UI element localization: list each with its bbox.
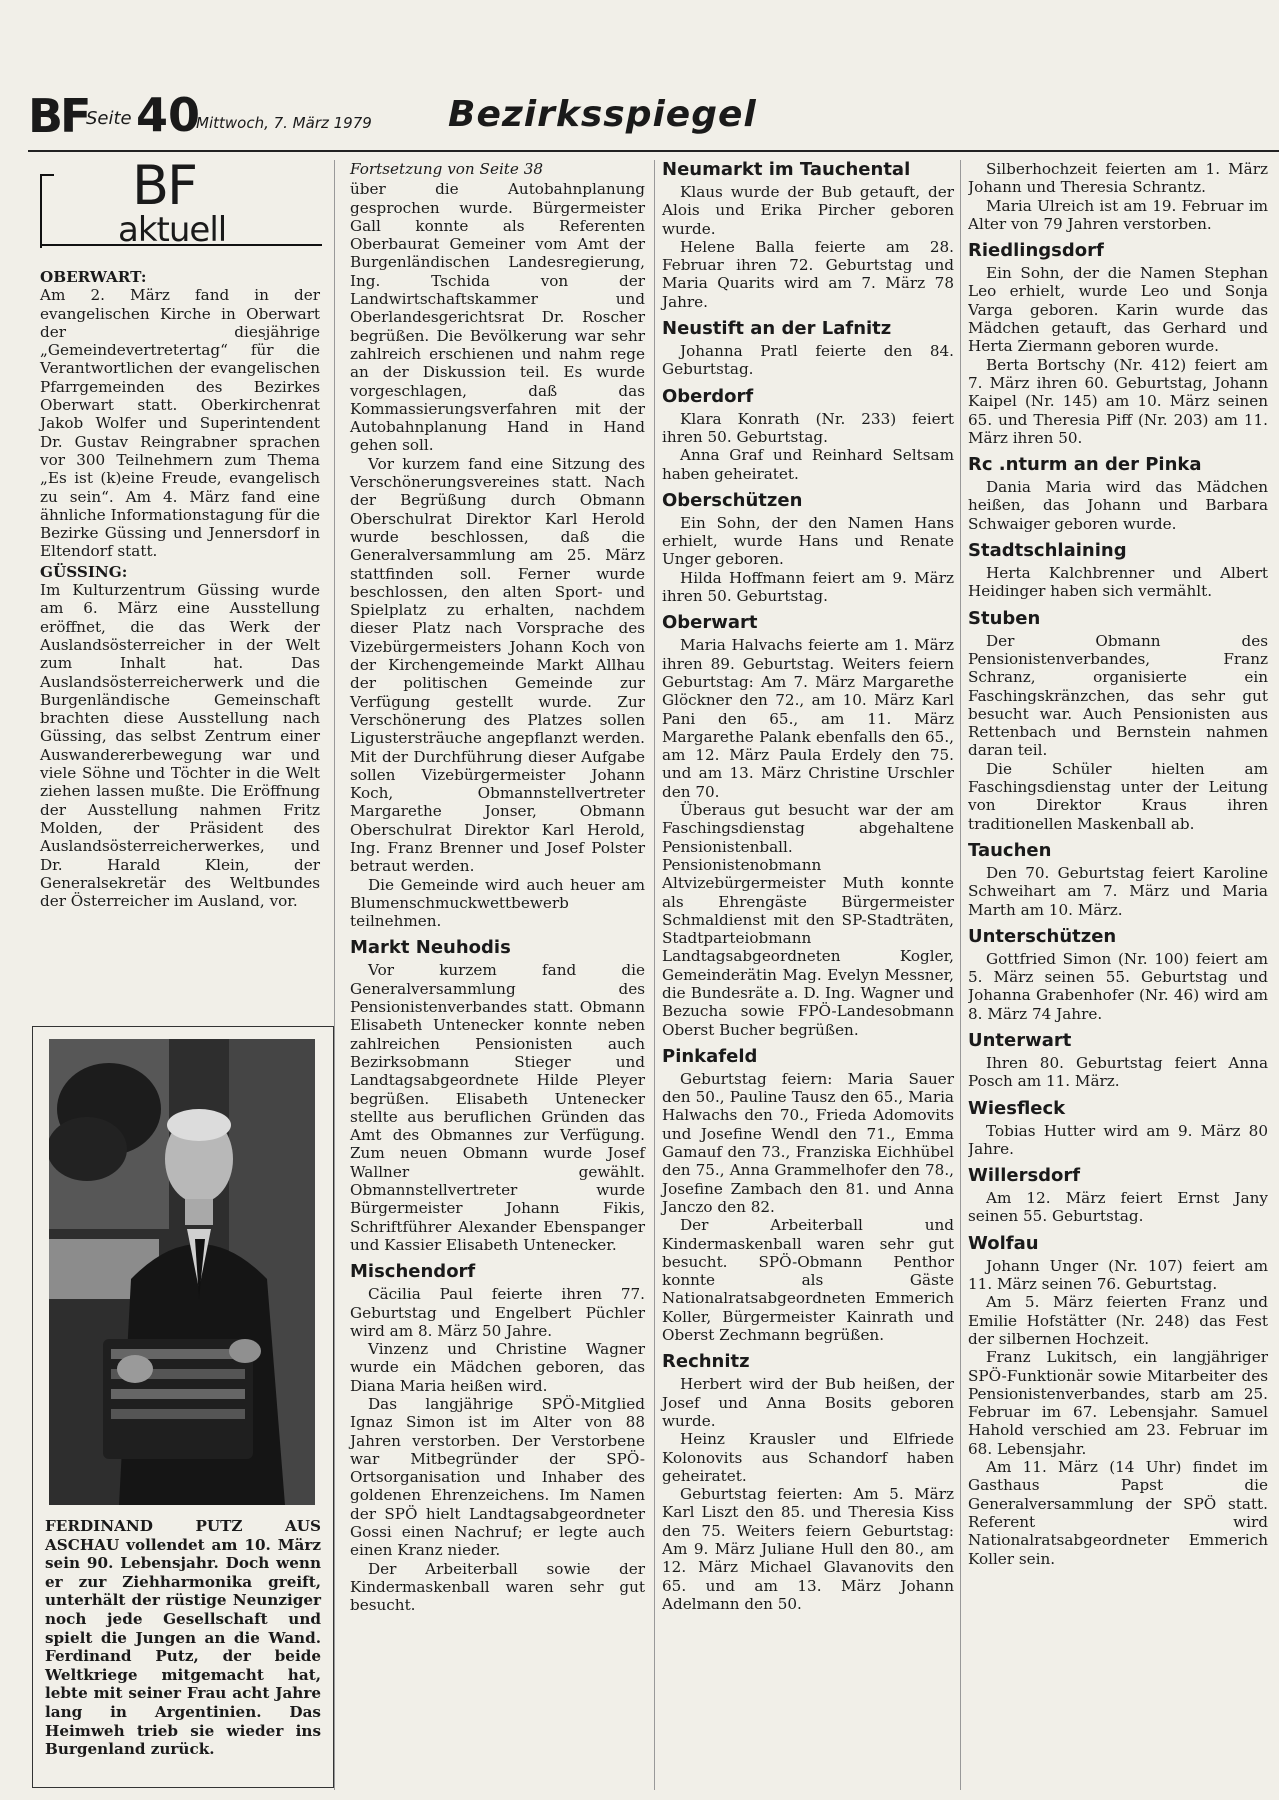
paragraph: Herta Kalchbrenner und Albert Heidinger haben sich vermählt. — [968, 564, 1268, 601]
page-number: 40 — [136, 88, 201, 142]
section-title: Bezirksspiegel — [448, 94, 757, 135]
portrait-photo — [49, 1039, 315, 1505]
paragraph: Hilda Hoffmann feiert am 9. März ihren 50. Geburtstag. — [662, 568, 954, 606]
column-divider — [334, 160, 335, 1790]
heading-oberwart: Oberwart — [662, 612, 758, 634]
heading-rechnitz: Rechnitz — [662, 1351, 750, 1373]
paragraph: Dania Maria wird das Mädchen heißen, das Johann und Barbara Schwaiger geboren wurde. — [968, 478, 1268, 533]
heading-riedlingsdorf: Riedlingsdorf — [968, 240, 1104, 262]
heading-unterschuetzen: Unterschützen — [968, 925, 1117, 947]
paragraph: Tobias Hutter wird am 9. März 80 Jahre. — [968, 1121, 1268, 1158]
paragraph: Ein Sohn, der den Namen Hans erhielt, wurde Hans und Renate Unger geboren. — [662, 513, 954, 569]
column-divider — [960, 160, 961, 1790]
paragraph: Den 70. Geburtstag feiert Karoline Schweihart am 7. März und Maria Marth am 10. März. — [968, 863, 1268, 919]
photo-frame — [32, 1026, 334, 1788]
portrait-illustration — [49, 1039, 315, 1505]
heading-mischendorf: Mischendorf — [350, 1261, 476, 1283]
heading-oberdorf: Oberdorf — [662, 385, 754, 407]
masthead — [28, 88, 1278, 152]
bf-aktuell-box — [40, 154, 322, 262]
heading-markt-neuhodis: Markt Neuhodis — [350, 937, 511, 959]
paragraph: Johann Unger (Nr. 107) feiert am 11. März seinen 76. Geburtstag. — [968, 1256, 1268, 1294]
heading-stuben: Stuben — [968, 607, 1041, 629]
heading-unterwart: Unterwart — [968, 1029, 1072, 1051]
paragraph: Gottfried Simon (Nr. 100) feiert am 5. März seinen 55. Geburtstag und Johanna Grabenhofer (Nr. 46) wird am 8. März 74 Jahre. — [968, 949, 1268, 1023]
column-4 — [968, 160, 1268, 1568]
paragraph: Der Obmann des Pensionistenverbandes, Franz Schranz, organisierte ein Faschingskränzchen, das sehr gut besucht war. Auch Pensionisten aus Rettenbach und Bernstein nahmen daran teil. — [968, 631, 1268, 760]
issue-date: Mittwoch, 7. März 1979 — [196, 114, 372, 132]
column-divider — [654, 160, 655, 1790]
heading-willersdorf: Willersdorf — [968, 1165, 1081, 1187]
column-3 — [662, 160, 954, 1613]
paragraph: Ein Sohn, der die Namen Stephan Leo erhielt, wurde Leo und Sonja Varga geboren. Karin wurde das Mädchen getauft, das Gerhard und Herta Ziermann geboren wurde. — [968, 264, 1268, 356]
paragraph: Helene Balla feierte am 28. Februar ihren 72. Geburtstag und Maria Quarits wird am 7. März 78 Jahre. — [662, 237, 954, 311]
heading-stadtschlaining: Stadtschlaining — [968, 540, 1127, 562]
paragraph: Anna Graf und Reinhard Seltsam haben geheiratet. — [662, 446, 954, 483]
paragraph: Heinz Krausler und Elfriede Kolonovits aus Schandorf haben geheiratet. — [662, 1430, 954, 1485]
page-label: Seite — [86, 108, 132, 129]
paragraph: Die Gemeinde wird auch heuer am Blumenschmuckwettbewerb teilnehmen. — [350, 875, 645, 931]
paragraph: über die Autobahnplanung gesprochen wurde. Bürgermeister Gall konnte als Referenten Oberbaurat Gemeiner vom Amt der Burgenländischen Landesregierung, Ing. Tschida von der Landwirtschaftskammer und Oberlandesgerichtsrat Dr. Roscher begrüßen. Die Bevölkerung war sehr zahlreich erschienen und nahm rege an der Diskussion teil. Es wurde vorgeschlagen, daß das Kommassierungsverfahren mit der Autobahnplanung Hand in Hand gehen soll. — [350, 180, 645, 455]
kicker-oberwart: OBERWART: — [40, 268, 147, 286]
paragraph: Herbert wird der Bub heißen, der Josef und Anna Bosits geboren wurde. — [662, 1375, 954, 1430]
photo-caption: FERDINAND PUTZ AUS ASCHAU vollendet am 10. März sein 90. Lebensjahr. Doch wenn er zur Ziehharmonika greift, unterhält der rüstige Neunziger noch jede Gesellschaft und spielt die Jungen an die Wand. Ferdinand Putz, der beide Weltkriege mitgemacht hat, lebte mit seiner Frau acht Jahre lang in Argentinien. Das Heimweh trieb sie wieder ins Burgenland zurück. — [45, 1517, 321, 1759]
column-2 — [350, 160, 645, 1615]
paragraph: Geburtstag feiern: Maria Sauer den 50., Pauline Tausz den 65., Maria Halwachs den 70., Frieda Adomovits und Josefine Wendl den 71., Emma Gamauf den 73., Franziska Eichhübel den 75., Anna Grammelhofer den 78., Josefine Zambach den 81. und Anna Janczo den 82. — [662, 1069, 954, 1216]
paragraph: Das langjährige SPÖ-Mitglied Ignaz Simon ist im Alter von 88 Jahren verstorben. Der Verstorbene war Mitbegründer der SPÖ-Ortsorganisation und Inhaber des goldenen Ehrenzeichens. Im Namen der SPÖ hielt Landtagsabgeordneter Gossi einen Nachruf; er legte auch einen Kranz nieder. — [350, 1395, 645, 1560]
paragraph: Vor kurzem fand die Generalversammlung des Pensionistenverbandes statt. Obmann Elisabeth Untenecker konnte neben zahlreichen Pensionisten auch Bezirksobmann Stieger und Landtagsabgeordnete Hilde Pleyer begrüßen. Elisabeth Untenecker stellte aus beruflichen Gründen das Amt des Obmannes zur Verfügung. Zum neuen Obmann wurde Josef Wallner gewählt. Obmannstellvertreter wurde Bürgermeister Johann Fikis, Schriftführer Alexander Ebenspanger und Kassier Elisabeth Untenecker. — [350, 961, 645, 1254]
header-rule — [28, 150, 1279, 152]
continued-from-note: Fortsetzung von Seite 38 — [350, 160, 544, 178]
heading-oberschuetzen: Oberschützen — [662, 489, 803, 511]
paragraph: Die Schüler hielten am Faschingsdienstag unter der Leitung von Direktor Kraus ihren traditionellen Maskenball ab. — [968, 759, 1268, 833]
paragraph: Maria Ulreich ist am 19. Februar im Alter von 79 Jahren verstorben. — [968, 196, 1268, 233]
paragraph: Überaus gut besucht war der am Faschingsdienstag abgehaltene Pensionistenball. Pensionistenobmann Altvizebürgermeister Muth konnte als Ehrengäste Bürgermeister Schmaldienst mit den SP-Stadträten, Stadtparteiobmann Landtagsabgeordneten Kogler, Gemeinderätin Mag. Evelyn Messner, die Bundesräte a. D. Ing. Wagner und Bezucha sowie FPÖ-Landesobmann Oberst Bucher begrüßen. — [662, 801, 954, 1039]
paragraph: Vor kurzem fand eine Sitzung des Verschönerungsvereines statt. Nach der Begrüßung durch Obmann Oberschulrat Direktor Karl Herold wurde beschlossen, daß die Generalversammlung am 25. März stattfinden soll. Ferner wurde beschlossen, den alten Sport- und Spielplatz zu erhalten, nachdem dieser Platz nach Vorsprache des Vizebürgermeisters Johann Koch von der Kirchengemeinde Markt Allhau der politischen Gemeinde zur Verfügung gestellt wurde. Zur Verschönerung des Platzes sollen Ligustersträuche angepflanzt werden. Mit der Durchführung dieser Aufgabe sollen Vizebürgermeister Johann Koch, Obmannstellvertreter Margarethe Jonser, Obmann Oberschulrat Direktor Karl Herold, Ing. Franz Brenner und Josef Polster betraut werden. — [350, 454, 645, 876]
paragraph: Silberhochzeit feierten am 1. März Johann und Theresia Schrantz. — [968, 160, 1268, 197]
heading-pinkafeld: Pinkafeld — [662, 1045, 758, 1067]
heading-tauchen: Tauchen — [968, 839, 1052, 861]
box-corner — [40, 174, 54, 248]
paragraph: Geburtstag feierten: Am 5. März Karl Liszt den 85. und Theresia Kiss den 75. Weiters feiern Geburtstag: Am 9. März Juliane Hull den 80., am 12. März Michael Glavanovits den 65. und am 13. März Johann Adelmann den 50. — [662, 1485, 954, 1613]
paragraph: Klara Konrath (Nr. 233) feiert ihren 50. Geburtstag. — [662, 409, 954, 446]
paragraph: Der Arbeiterball sowie der Kindermaskenball waren sehr gut besucht. — [350, 1559, 645, 1615]
paragraph: Am 5. März feierten Franz und Emilie Hofstätter (Nr. 248) das Fest der silbernen Hochzeit. — [968, 1293, 1268, 1348]
heading-neustift: Neustift an der Lafnitz — [662, 318, 892, 340]
heading-neumarkt: Neumarkt im Tauchental — [662, 159, 911, 180]
bf-logo: BF — [28, 89, 89, 143]
paragraph: Franz Lukitsch, ein langjähriger SPÖ-Funktionär sowie Mitarbeiter des Pensionistenverbandes, starb am 25. Februar im 67. Lebensjahr. Samuel Hahold verschied am 23. Februar im 68. Lebensjahr. — [968, 1348, 1268, 1458]
paragraph: Vinzenz und Christine Wagner wurde ein Mädchen geboren, das Diana Maria heißen wird. — [350, 1340, 645, 1395]
article-guessing-text: Im Kulturzentrum Güssing wurde am 6. März eine Ausstellung eröffnet, die das Werk der Auslandsösterreicher in der Welt zum Inhalt hat. Das Auslandsösterreicherwerk und die Burgenländische Gemeinschaft brachten diese Ausstellung nach Güssing, das selbst Zentrum einer Auswandererbewegung war und viele Söhne und Töchter in die Welt ziehen lassen mußte. Die Eröffnung der Ausstellung nahmen Fritz Molden, der Präsident des Auslandsösterreicherwerkes, und Dr. Harald Klein, der Generalsekretär des Weltbundes der Österreicher im Ausland, vor. — [40, 581, 320, 911]
paragraph: Ihren 80. Geburtstag feiert Anna Posch am 11. März. — [968, 1053, 1268, 1091]
paragraph: Der Arbeiterball und Kindermaskenball waren sehr gut besucht. SPÖ-Obmann Penthor konnte als Gäste Nationalratsabgeordneten Emmerich Koller, Bürgermeister Kainrath und Oberst Zechmann begrüßen. — [662, 1216, 954, 1345]
paragraph: Am 12. März feiert Ernst Jany seinen 55. Geburtstag. — [968, 1189, 1268, 1226]
heading-wiesfleck: Wiesfleck — [968, 1097, 1066, 1119]
paragraph: Klaus wurde der Bub getauft, der Alois und Erika Pircher geboren wurde. — [662, 183, 954, 238]
heading-rotenturm: Rc .nturm an der Pinka — [968, 454, 1202, 476]
kicker-guessing: GÜSSING: — [40, 562, 128, 581]
article-oberwart-text: Am 2. März fand in der evangelischen Kirche in Oberwart der diesjährige „Gemeindevertretertag“ für die Verantwortlichen der evangelischen Pfarrgemeinden des Bezirkes Oberwart statt. Oberkirchenrat Jakob Wolfer und Superintendent Dr. Gustav Reingrabner sprachen vor 300 Teilnehmern zum Thema „Es ist (k)eine Freude, evangelisch zu sein“. Am 4. März fand eine ähnliche Informationstagung für die Bezirke Güssing und Jennersdorf in Eltendorf statt. — [40, 286, 320, 561]
paragraph: Johanna Pratl feierte den 84. Geburtstag. — [662, 342, 954, 379]
column-1 — [40, 154, 320, 911]
heading-wolfau: Wolfau — [968, 1232, 1039, 1254]
box-title-aktuell: aktuell — [118, 210, 227, 250]
box-title-bf: BF — [132, 154, 197, 217]
paragraph: Am 11. März (14 Uhr) findet im Gasthaus Papst die Generalversammlung der SPÖ statt. Referent wird Nationalratsabgeordneter Emmerich Koller sein. — [968, 1458, 1268, 1568]
paragraph: Maria Halvachs feierte am 1. März ihren 89. Geburtstag. Weiters feiern Geburtstag: Am 7. März Margarethe Glöckner den 72., am 10. März Karl Pani den 65., am 11. März Margarethe Palank ebenfalls den 65., am 12. März Paula Erdely den 75. und am 13. März Christine Urschler den 70. — [662, 636, 954, 801]
paragraph: Cäcilia Paul feierte ihren 77. Geburtstag und Engelbert Püchler wird am 8. März 50 Jahre. — [350, 1285, 645, 1340]
paragraph: Berta Bortschy (Nr. 412) feiert am 7. März ihren 60. Geburtstag, Johann Kaipel (Nr. 145) am 10. März seinen 65. und Theresia Piff (Nr. 203) am 11. März ihren 50. — [968, 355, 1268, 447]
